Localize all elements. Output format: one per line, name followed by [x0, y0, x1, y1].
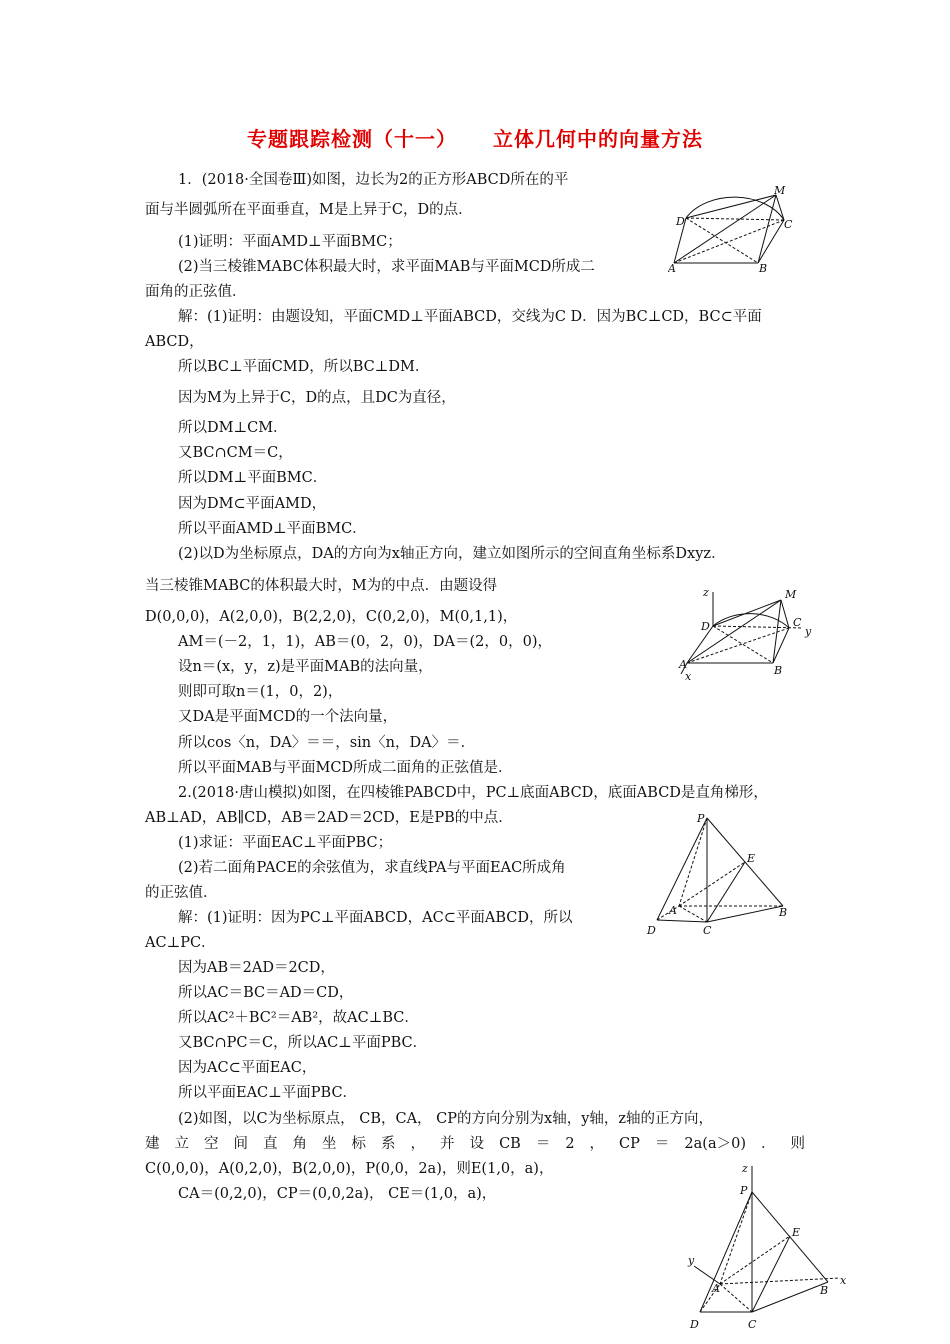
- text-line: 又BC∩CM＝C，: [178, 445, 293, 461]
- text-line: (2)如图，以C为坐标原点， CB，CA， CP的方向分别为x轴，y轴，z轴的正方向，: [178, 1111, 714, 1127]
- text-line: 面与半圆弧所在平面垂直，M是上异于C，D的点．: [145, 202, 473, 218]
- fig2-label-y: y: [805, 625, 812, 638]
- figure-2-diagram: [673, 578, 818, 683]
- fig3-label-b: B: [779, 906, 788, 919]
- figure-4-diagram: [680, 1162, 855, 1332]
- text-line: 所以DM⊥平面BMC．: [178, 470, 328, 486]
- fig4-label-b: B: [820, 1284, 829, 1297]
- text-line: AC⊥PC．: [145, 935, 216, 951]
- text-line: 所以DM⊥CM．: [178, 420, 288, 436]
- fig4-label-e: E: [792, 1226, 801, 1239]
- text-line: 因为AC⊂平面EAC，: [178, 1060, 317, 1076]
- fig4-label-y: y: [688, 1254, 695, 1267]
- fig4-label-c: C: [748, 1318, 757, 1331]
- text-line: (2)若二面角PACE的余弦值为，求直线PA与平面EAC所成角: [178, 860, 566, 876]
- text-line: 所以BC⊥平面CMD，所以BC⊥DM．: [178, 359, 430, 375]
- text-line: 建立空间直角坐标系，并设CB＝2，CP＝2a(a＞0)．则: [145, 1136, 805, 1152]
- text-line: (1)证明：平面AMD⊥平面BMC；: [178, 234, 402, 250]
- fig1-label-m: M: [774, 184, 786, 197]
- fig3-label-c: C: [703, 924, 712, 937]
- text-line: 又DA是平面MCD的一个法向量，: [178, 709, 398, 725]
- text-line: (1)求证：平面EAC⊥平面PBC；: [178, 835, 393, 851]
- text-line: D(0,0,0)，A(2,0,0)，B(2,2,0)，C(0,2,0)，M(0,1,1)，: [145, 609, 518, 625]
- text-line: (2)以D为坐标原点，DA的方向为x轴正方向，建立如图所示的空间直角坐标系Dxyz．: [178, 546, 726, 562]
- fig2-label-b: B: [774, 664, 783, 677]
- text-line: 又BC∩PC＝C，所以AC⊥平面PBC．: [178, 1035, 428, 1051]
- text-line: 1．(2018·全国卷Ⅲ)如图，边长为2的正方形ABCD所在的平: [178, 172, 569, 188]
- fig4-label-a: A: [712, 1282, 720, 1295]
- figure-1-diagram: [668, 178, 800, 278]
- text-line: 因为M为上异于C，D的点，且DC为直径，: [178, 390, 456, 406]
- fig2-label-m: M: [785, 588, 797, 601]
- text-line: AB⊥AD，AB∥CD，AB＝2AD＝2CD，E是PB的中点．: [145, 810, 513, 826]
- text-line: 所以平面AMD⊥平面BMC．: [178, 521, 367, 537]
- fig3-label-e: E: [747, 852, 756, 865]
- text-line: AM＝(－2，1，1)，AB＝(0，2，0)，DA＝(2，0，0)，: [178, 634, 553, 650]
- text-line: 面角的正弦值．: [145, 284, 247, 300]
- title-right: 立体几何中的向量方法: [492, 127, 703, 151]
- fig3-label-p: P: [697, 812, 705, 825]
- text-line: 2.(2018·唐山模拟)如图，在四棱锥PABCD中，PC⊥底面ABCD，底面ABCD是直角梯形，: [178, 785, 768, 801]
- text-line: 所以AC＝BC＝AD＝CD，: [178, 985, 354, 1001]
- text-line: ABCD，: [145, 334, 204, 350]
- text-line: 解：(1)证明：因为PC⊥平面ABCD，AC⊂平面ABCD，所以: [178, 910, 573, 926]
- text-line: (2)当三棱锥MABC体积最大时，求平面MAB与平面MCD所成二: [178, 259, 595, 275]
- text-line: 所以平面MAB与平面MCD所成二面角的正弦值是．: [178, 760, 513, 776]
- fig4-label-d: D: [690, 1318, 699, 1331]
- text-line: CA＝(0,2,0)，CP＝(0,0,2a)， CE＝(1,0，a)，: [178, 1186, 497, 1202]
- text-line: 则即可取n＝(1，0，2)，: [178, 684, 343, 700]
- fig4-label-z: z: [742, 1162, 748, 1175]
- text-line: C(0,0,0)，A(0,2,0)，B(2,0,0)，P(0,0，2a)，则E(1,0，a)，: [145, 1161, 554, 1177]
- fig3-label-d: D: [647, 924, 656, 937]
- title-left: 专题跟踪检测（十一）: [247, 127, 458, 151]
- text-line: 的正弦值．: [145, 885, 218, 901]
- text-line: 所以平面EAC⊥平面PBC．: [178, 1085, 358, 1101]
- text-line: 所以cos〈n，DA〉＝＝，sin〈n，DA〉＝．: [178, 735, 476, 751]
- fig2-label-z: z: [703, 586, 709, 599]
- text-line: 因为AB＝2AD＝2CD，: [178, 960, 335, 976]
- fig2-label-x: x: [685, 670, 692, 683]
- figure-3-diagram: [645, 810, 800, 938]
- text-line: 解：(1)证明：由题设知，平面CMD⊥平面ABCD，交线为C D．因为BC⊥CD，BC⊂平面: [178, 309, 762, 325]
- fig2-label-c: C: [793, 616, 802, 629]
- fig1-label-a: A: [668, 262, 676, 275]
- fig2-label-a: A: [679, 658, 687, 671]
- fig1-label-b: B: [759, 262, 768, 275]
- text-line: 当三棱锥MABC的体积最大时，M为的中点．由题设得: [145, 578, 498, 594]
- fig2-label-d: D: [701, 620, 710, 633]
- fig1-label-c: C: [784, 218, 793, 231]
- fig3-label-a: A: [669, 904, 677, 917]
- fig4-label-p: P: [740, 1184, 748, 1197]
- text-line: 所以AC²＋BC²＝AB²，故AC⊥BC．: [178, 1010, 419, 1026]
- text-line: 设n＝(x，y，z)是平面MAB的法向量，: [178, 659, 433, 675]
- text-line: 因为DM⊂平面AMD，: [178, 496, 327, 512]
- fig1-label-d: D: [676, 215, 685, 228]
- page-title: [0, 123, 950, 152]
- fig4-label-x: x: [840, 1274, 847, 1287]
